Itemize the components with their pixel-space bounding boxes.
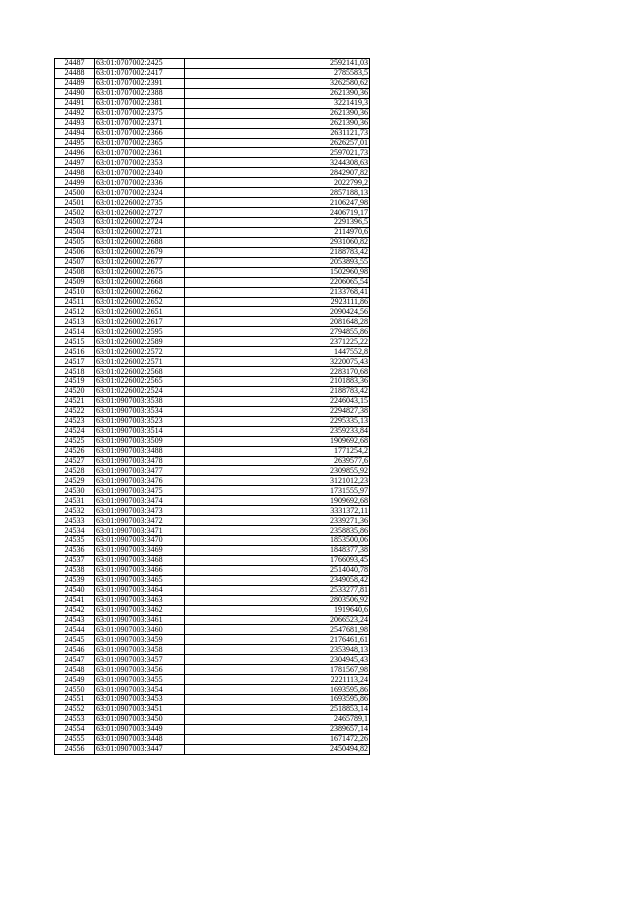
table-row xyxy=(55,675,370,685)
cadastral-value-cell: 2621390,36 xyxy=(185,108,370,118)
cadastral-number-cell: 63:01:0707002:2391 xyxy=(95,78,185,88)
row-number-cell: 24498 xyxy=(55,168,95,178)
row-number-cell: 24508 xyxy=(55,267,95,277)
cadastral-number-cell: 63:01:0226002:2568 xyxy=(95,367,185,377)
row-number-cell: 24545 xyxy=(55,635,95,645)
table-row xyxy=(55,615,370,625)
cadastral-value-cell: 1766093,45 xyxy=(185,555,370,565)
cadastral-value-cell: 2406719,17 xyxy=(185,208,370,218)
table-row xyxy=(55,655,370,665)
cadastral-number-cell: 63:01:0907003:3474 xyxy=(95,496,185,506)
table-row xyxy=(55,625,370,635)
table-row xyxy=(55,277,370,287)
cadastral-value-cell: 3331372,11 xyxy=(185,506,370,516)
table-row xyxy=(55,108,370,118)
row-number-cell: 24491 xyxy=(55,98,95,108)
cadastral-value-cell: 2295335,13 xyxy=(185,416,370,426)
table-row xyxy=(55,714,370,724)
cadastral-number-cell: 63:01:0907003:3454 xyxy=(95,685,185,695)
table-row xyxy=(55,227,370,237)
cadastral-number-cell: 63:01:0907003:3464 xyxy=(95,585,185,595)
table-row xyxy=(55,158,370,168)
table-row xyxy=(55,645,370,655)
cadastral-value-cell: 1693595,86 xyxy=(185,695,370,705)
cadastral-number-cell: 63:01:0707002:2353 xyxy=(95,158,185,168)
row-number-cell: 24495 xyxy=(55,138,95,148)
cadastral-number-cell: 63:01:0907003:3477 xyxy=(95,466,185,476)
table-row xyxy=(55,446,370,456)
cadastral-value-cell: 2283170,68 xyxy=(185,367,370,377)
cadastral-value-cell: 2931060,82 xyxy=(185,237,370,247)
cadastral-value-cell: 2857188,13 xyxy=(185,188,370,198)
row-number-cell: 24516 xyxy=(55,347,95,357)
cadastral-number-cell: 63:01:0226002:2565 xyxy=(95,377,185,387)
table-row xyxy=(55,168,370,178)
cadastral-value-cell: 2106247,98 xyxy=(185,198,370,208)
cadastral-number-cell: 63:01:0707002:2375 xyxy=(95,108,185,118)
row-number-cell: 24541 xyxy=(55,595,95,605)
cadastral-number-cell: 63:01:0226002:2668 xyxy=(95,277,185,287)
row-number-cell: 24520 xyxy=(55,386,95,396)
cadastral-number-cell: 63:01:0907003:3466 xyxy=(95,565,185,575)
cadastral-value-cell: 3121012,23 xyxy=(185,476,370,486)
cadastral-value-cell: 2188783,42 xyxy=(185,386,370,396)
cadastral-number-cell: 63:01:0907003:3478 xyxy=(95,456,185,466)
cadastral-value-cell: 2304945,43 xyxy=(185,655,370,665)
cadastral-number-cell: 63:01:0226002:2595 xyxy=(95,327,185,337)
cadastral-value-cell: 1731555,97 xyxy=(185,486,370,496)
cadastral-number-cell: 63:01:0907003:3455 xyxy=(95,675,185,685)
cadastral-number-cell: 63:01:0907003:3449 xyxy=(95,724,185,734)
cadastral-number-cell: 63:01:0226002:2679 xyxy=(95,247,185,257)
cadastral-number-cell: 63:01:0226002:2677 xyxy=(95,257,185,267)
table-body xyxy=(55,59,370,755)
cadastral-value-cell: 3244308,63 xyxy=(185,158,370,168)
row-number-cell: 24533 xyxy=(55,516,95,526)
row-number-cell: 24538 xyxy=(55,565,95,575)
table-row xyxy=(55,516,370,526)
cadastral-value-cell: 1909692,68 xyxy=(185,436,370,446)
cadastral-number-cell: 63:01:0707002:2381 xyxy=(95,98,185,108)
row-number-cell: 24525 xyxy=(55,436,95,446)
table-row xyxy=(55,218,370,228)
row-number-cell: 24530 xyxy=(55,486,95,496)
cadastral-value-cell: 1447552,8 xyxy=(185,347,370,357)
row-number-cell: 24532 xyxy=(55,506,95,516)
row-number-cell: 24554 xyxy=(55,724,95,734)
cadastral-number-cell: 63:01:0907003:3514 xyxy=(95,426,185,436)
row-number-cell: 24504 xyxy=(55,227,95,237)
row-number-cell: 24529 xyxy=(55,476,95,486)
cadastral-number-cell: 63:01:0226002:2724 xyxy=(95,218,185,228)
cadastral-value-cell: 2309855,92 xyxy=(185,466,370,476)
row-number-cell: 24499 xyxy=(55,178,95,188)
row-number-cell: 24502 xyxy=(55,208,95,218)
cadastral-value-cell: 2294827,38 xyxy=(185,406,370,416)
cadastral-value-cell: 2518853,14 xyxy=(185,704,370,714)
row-number-cell: 24536 xyxy=(55,545,95,555)
table-row xyxy=(55,526,370,536)
cadastral-number-cell: 63:01:0226002:2572 xyxy=(95,347,185,357)
cadastral-number-cell: 63:01:0707002:2417 xyxy=(95,68,185,78)
table-row xyxy=(55,734,370,744)
cadastral-number-cell: 63:01:0907003:3468 xyxy=(95,555,185,565)
row-number-cell: 24546 xyxy=(55,645,95,655)
table-row xyxy=(55,585,370,595)
cadastral-number-cell: 63:01:0907003:3523 xyxy=(95,416,185,426)
cadastral-number-cell: 63:01:0907003:3473 xyxy=(95,506,185,516)
cadastral-value-cell: 2621390,36 xyxy=(185,118,370,128)
row-number-cell: 24511 xyxy=(55,297,95,307)
row-number-cell: 24540 xyxy=(55,585,95,595)
cadastral-value-cell: 2547681,98 xyxy=(185,625,370,635)
row-number-cell: 24549 xyxy=(55,675,95,685)
cadastral-value-cell: 1693595,86 xyxy=(185,685,370,695)
cadastral-value-cell: 2842907,82 xyxy=(185,168,370,178)
row-number-cell: 24510 xyxy=(55,287,95,297)
cadastral-number-cell: 63:01:0226002:2617 xyxy=(95,317,185,327)
table-row xyxy=(55,466,370,476)
row-number-cell: 24527 xyxy=(55,456,95,466)
table-row xyxy=(55,307,370,317)
cadastral-value-cell: 2597021,73 xyxy=(185,148,370,158)
table-row xyxy=(55,88,370,98)
cadastral-number-cell: 63:01:0907003:3450 xyxy=(95,714,185,724)
cadastral-value-cell: 2639577,6 xyxy=(185,456,370,466)
cadastral-number-cell: 63:01:0707002:2361 xyxy=(95,148,185,158)
table-row xyxy=(55,98,370,108)
cadastral-value-cell: 2389657,14 xyxy=(185,724,370,734)
table-row xyxy=(55,575,370,585)
table-row xyxy=(55,665,370,675)
cadastral-number-cell: 63:01:0226002:2727 xyxy=(95,208,185,218)
table-row xyxy=(55,287,370,297)
row-number-cell: 24488 xyxy=(55,68,95,78)
row-number-cell: 24534 xyxy=(55,526,95,536)
row-number-cell: 24517 xyxy=(55,357,95,367)
cadastral-value-cell: 2465789,1 xyxy=(185,714,370,724)
table-row xyxy=(55,595,370,605)
cadastral-number-cell: 63:01:0907003:3462 xyxy=(95,605,185,615)
cadastral-number-cell: 63:01:0707002:2324 xyxy=(95,188,185,198)
cadastral-number-cell: 63:01:0707002:2336 xyxy=(95,178,185,188)
row-number-cell: 24556 xyxy=(55,744,95,754)
table-row xyxy=(55,118,370,128)
table-row xyxy=(55,536,370,546)
cadastral-number-cell: 63:01:0907003:3470 xyxy=(95,536,185,546)
cadastral-value-cell: 2246043,15 xyxy=(185,396,370,406)
row-number-cell: 24496 xyxy=(55,148,95,158)
cadastral-value-cell: 2114970,6 xyxy=(185,227,370,237)
cadastral-number-cell: 63:01:0907003:3469 xyxy=(95,545,185,555)
table-row xyxy=(55,357,370,367)
table-row xyxy=(55,724,370,734)
row-number-cell: 24503 xyxy=(55,218,95,228)
table-row xyxy=(55,148,370,158)
cadastral-number-cell: 63:01:0907003:3472 xyxy=(95,516,185,526)
table-row xyxy=(55,386,370,396)
row-number-cell: 24543 xyxy=(55,615,95,625)
row-number-cell: 24526 xyxy=(55,446,95,456)
row-number-cell: 24542 xyxy=(55,605,95,615)
table-row xyxy=(55,744,370,754)
table-row xyxy=(55,208,370,218)
row-number-cell: 24492 xyxy=(55,108,95,118)
cadastral-value-cell: 1848377,38 xyxy=(185,545,370,555)
table-row xyxy=(55,128,370,138)
table-row xyxy=(55,704,370,714)
row-number-cell: 24535 xyxy=(55,536,95,546)
cadastral-value-cell: 2081648,28 xyxy=(185,317,370,327)
row-number-cell: 24537 xyxy=(55,555,95,565)
row-number-cell: 24493 xyxy=(55,118,95,128)
cadastral-number-cell: 63:01:0907003:3471 xyxy=(95,526,185,536)
table-row xyxy=(55,59,370,69)
cadastral-value-cell: 2533277,81 xyxy=(185,585,370,595)
table-row xyxy=(55,317,370,327)
cadastral-number-cell: 63:01:0707002:2365 xyxy=(95,138,185,148)
table-row xyxy=(55,267,370,277)
cadastral-number-cell: 63:01:0907003:3465 xyxy=(95,575,185,585)
cadastral-number-cell: 63:01:0907003:3451 xyxy=(95,704,185,714)
row-number-cell: 24519 xyxy=(55,377,95,387)
cadastral-number-cell: 63:01:0907003:3509 xyxy=(95,436,185,446)
cadastral-value-cell: 2626257,01 xyxy=(185,138,370,148)
table-row xyxy=(55,685,370,695)
row-number-cell: 24528 xyxy=(55,466,95,476)
table-row xyxy=(55,377,370,387)
cadastral-value-cell: 2359233,84 xyxy=(185,426,370,436)
cadastral-value-cell: 1781567,98 xyxy=(185,665,370,675)
cadastral-value-cell: 2339271,36 xyxy=(185,516,370,526)
cadastral-value-cell: 2349058,42 xyxy=(185,575,370,585)
table-row xyxy=(55,396,370,406)
cadastral-value-cell: 2353948,13 xyxy=(185,645,370,655)
table-row xyxy=(55,337,370,347)
cadastral-value-cell: 2621390,36 xyxy=(185,88,370,98)
cadastral-number-cell: 63:01:0907003:3534 xyxy=(95,406,185,416)
cadastral-value-cell: 2803506,92 xyxy=(185,595,370,605)
table-row xyxy=(55,635,370,645)
cadastral-number-cell: 63:01:0226002:2662 xyxy=(95,287,185,297)
row-number-cell: 24500 xyxy=(55,188,95,198)
cadastral-value-cell: 2176461,61 xyxy=(185,635,370,645)
table-row xyxy=(55,496,370,506)
cadastral-number-cell: 63:01:0907003:3476 xyxy=(95,476,185,486)
cadastral-value-cell: 1502960,98 xyxy=(185,267,370,277)
row-number-cell: 24524 xyxy=(55,426,95,436)
cadastral-number-cell: 63:01:0707002:2425 xyxy=(95,59,185,69)
cadastral-value-cell: 2358835,86 xyxy=(185,526,370,536)
cadastral-value-cell: 3262580,62 xyxy=(185,78,370,88)
cadastral-value-cell: 2133768,41 xyxy=(185,287,370,297)
table-row xyxy=(55,476,370,486)
table-row xyxy=(55,426,370,436)
cadastral-value-cell: 2371225,22 xyxy=(185,337,370,347)
cadastral-value-cell: 2631121,73 xyxy=(185,128,370,138)
row-number-cell: 24518 xyxy=(55,367,95,377)
cadastral-number-cell: 63:01:0226002:2571 xyxy=(95,357,185,367)
cadastral-value-cell: 2101883,36 xyxy=(185,377,370,387)
table-row xyxy=(55,545,370,555)
table-row xyxy=(55,367,370,377)
row-number-cell: 24505 xyxy=(55,237,95,247)
cadastral-number-cell: 63:01:0707002:2388 xyxy=(95,88,185,98)
cadastral-number-cell: 63:01:0907003:3447 xyxy=(95,744,185,754)
row-number-cell: 24507 xyxy=(55,257,95,267)
table-row xyxy=(55,297,370,307)
table-row xyxy=(55,68,370,78)
table-row xyxy=(55,188,370,198)
cadastral-number-cell: 63:01:0907003:3457 xyxy=(95,655,185,665)
table-row xyxy=(55,456,370,466)
cadastral-value-cell: 1909692,68 xyxy=(185,496,370,506)
row-number-cell: 24501 xyxy=(55,198,95,208)
row-number-cell: 24512 xyxy=(55,307,95,317)
row-number-cell: 24513 xyxy=(55,317,95,327)
row-number-cell: 24489 xyxy=(55,78,95,88)
cadastral-value-cell: 2221113,24 xyxy=(185,675,370,685)
cadastral-value-cell: 3220075,43 xyxy=(185,357,370,367)
row-number-cell: 24547 xyxy=(55,655,95,665)
row-number-cell: 24539 xyxy=(55,575,95,585)
cadastral-value-cell: 2053893,55 xyxy=(185,257,370,267)
table-row xyxy=(55,237,370,247)
row-number-cell: 24487 xyxy=(55,59,95,69)
cadastral-value-cell: 2785583,5 xyxy=(185,68,370,78)
row-number-cell: 24506 xyxy=(55,247,95,257)
cadastral-number-cell: 63:01:0907003:3461 xyxy=(95,615,185,625)
cadastral-number-cell: 63:01:0907003:3460 xyxy=(95,625,185,635)
row-number-cell: 24514 xyxy=(55,327,95,337)
row-number-cell: 24523 xyxy=(55,416,95,426)
cadastral-value-cell: 2514040,78 xyxy=(185,565,370,575)
row-number-cell: 24531 xyxy=(55,496,95,506)
cadastral-value-cell: 2022799,2 xyxy=(185,178,370,188)
cadastral-number-cell: 63:01:0907003:3475 xyxy=(95,486,185,496)
row-number-cell: 24555 xyxy=(55,734,95,744)
table-row xyxy=(55,605,370,615)
cadastral-number-cell: 63:01:0226002:2651 xyxy=(95,307,185,317)
cadastral-number-cell: 63:01:0226002:2735 xyxy=(95,198,185,208)
cadastral-number-cell: 63:01:0707002:2340 xyxy=(95,168,185,178)
table-row xyxy=(55,347,370,357)
row-number-cell: 24497 xyxy=(55,158,95,168)
row-number-cell: 24509 xyxy=(55,277,95,287)
cadastral-number-cell: 63:01:0226002:2652 xyxy=(95,297,185,307)
cadastral-number-cell: 63:01:0907003:3459 xyxy=(95,635,185,645)
data-table xyxy=(54,58,370,755)
cadastral-value-cell: 2066523,24 xyxy=(185,615,370,625)
cadastral-value-cell: 2206065,54 xyxy=(185,277,370,287)
row-number-cell: 24515 xyxy=(55,337,95,347)
row-number-cell: 24490 xyxy=(55,88,95,98)
cadastral-value-cell: 2592141,03 xyxy=(185,59,370,69)
row-number-cell: 24553 xyxy=(55,714,95,724)
table-row xyxy=(55,565,370,575)
cadastral-number-cell: 63:01:0907003:3453 xyxy=(95,695,185,705)
table-row xyxy=(55,555,370,565)
cadastral-number-cell: 63:01:0226002:2589 xyxy=(95,337,185,347)
row-number-cell: 24544 xyxy=(55,625,95,635)
cadastral-number-cell: 63:01:0907003:3488 xyxy=(95,446,185,456)
cadastral-number-cell: 63:01:0907003:3458 xyxy=(95,645,185,655)
cadastral-value-cell: 2923111,86 xyxy=(185,297,370,307)
cadastral-value-cell: 1919640,6 xyxy=(185,605,370,615)
cadastral-number-cell: 63:01:0907003:3456 xyxy=(95,665,185,675)
cadastral-value-cell: 3221419,3 xyxy=(185,98,370,108)
cadastral-number-cell: 63:01:0907003:3448 xyxy=(95,734,185,744)
cadastral-number-cell: 63:01:0707002:2366 xyxy=(95,128,185,138)
table-row xyxy=(55,416,370,426)
cadastral-number-cell: 63:01:0226002:2524 xyxy=(95,386,185,396)
row-number-cell: 24550 xyxy=(55,685,95,695)
table-row xyxy=(55,78,370,88)
row-number-cell: 24522 xyxy=(55,406,95,416)
cadastral-number-cell: 63:01:0226002:2688 xyxy=(95,237,185,247)
row-number-cell: 24548 xyxy=(55,665,95,675)
cadastral-number-cell: 63:01:0707002:2371 xyxy=(95,118,185,128)
table-row xyxy=(55,406,370,416)
cadastral-value-cell: 2090424,56 xyxy=(185,307,370,317)
cadastral-value-cell: 1853500,06 xyxy=(185,536,370,546)
row-number-cell: 24521 xyxy=(55,396,95,406)
cadastral-value-cell: 2188783,42 xyxy=(185,247,370,257)
table-row xyxy=(55,327,370,337)
table-row xyxy=(55,178,370,188)
cadastral-number-cell: 63:01:0907003:3538 xyxy=(95,396,185,406)
cadastral-value-cell: 2794855,86 xyxy=(185,327,370,337)
cadastral-value-cell: 1771254,2 xyxy=(185,446,370,456)
table-row xyxy=(55,257,370,267)
cadastral-number-cell: 63:01:0907003:3463 xyxy=(95,595,185,605)
table-row xyxy=(55,695,370,705)
cadastral-number-cell: 63:01:0226002:2675 xyxy=(95,267,185,277)
cadastral-number-cell: 63:01:0226002:2721 xyxy=(95,227,185,237)
table-row xyxy=(55,198,370,208)
cadastral-value-cell: 1671472,26 xyxy=(185,734,370,744)
table-row xyxy=(55,138,370,148)
row-number-cell: 24552 xyxy=(55,704,95,714)
table-row xyxy=(55,247,370,257)
table-row xyxy=(55,436,370,446)
row-number-cell: 24551 xyxy=(55,695,95,705)
cadastral-value-cell: 2450494,82 xyxy=(185,744,370,754)
row-number-cell: 24494 xyxy=(55,128,95,138)
cadastral-value-cell: 2291396,5 xyxy=(185,218,370,228)
table-row xyxy=(55,486,370,496)
table-row xyxy=(55,506,370,516)
